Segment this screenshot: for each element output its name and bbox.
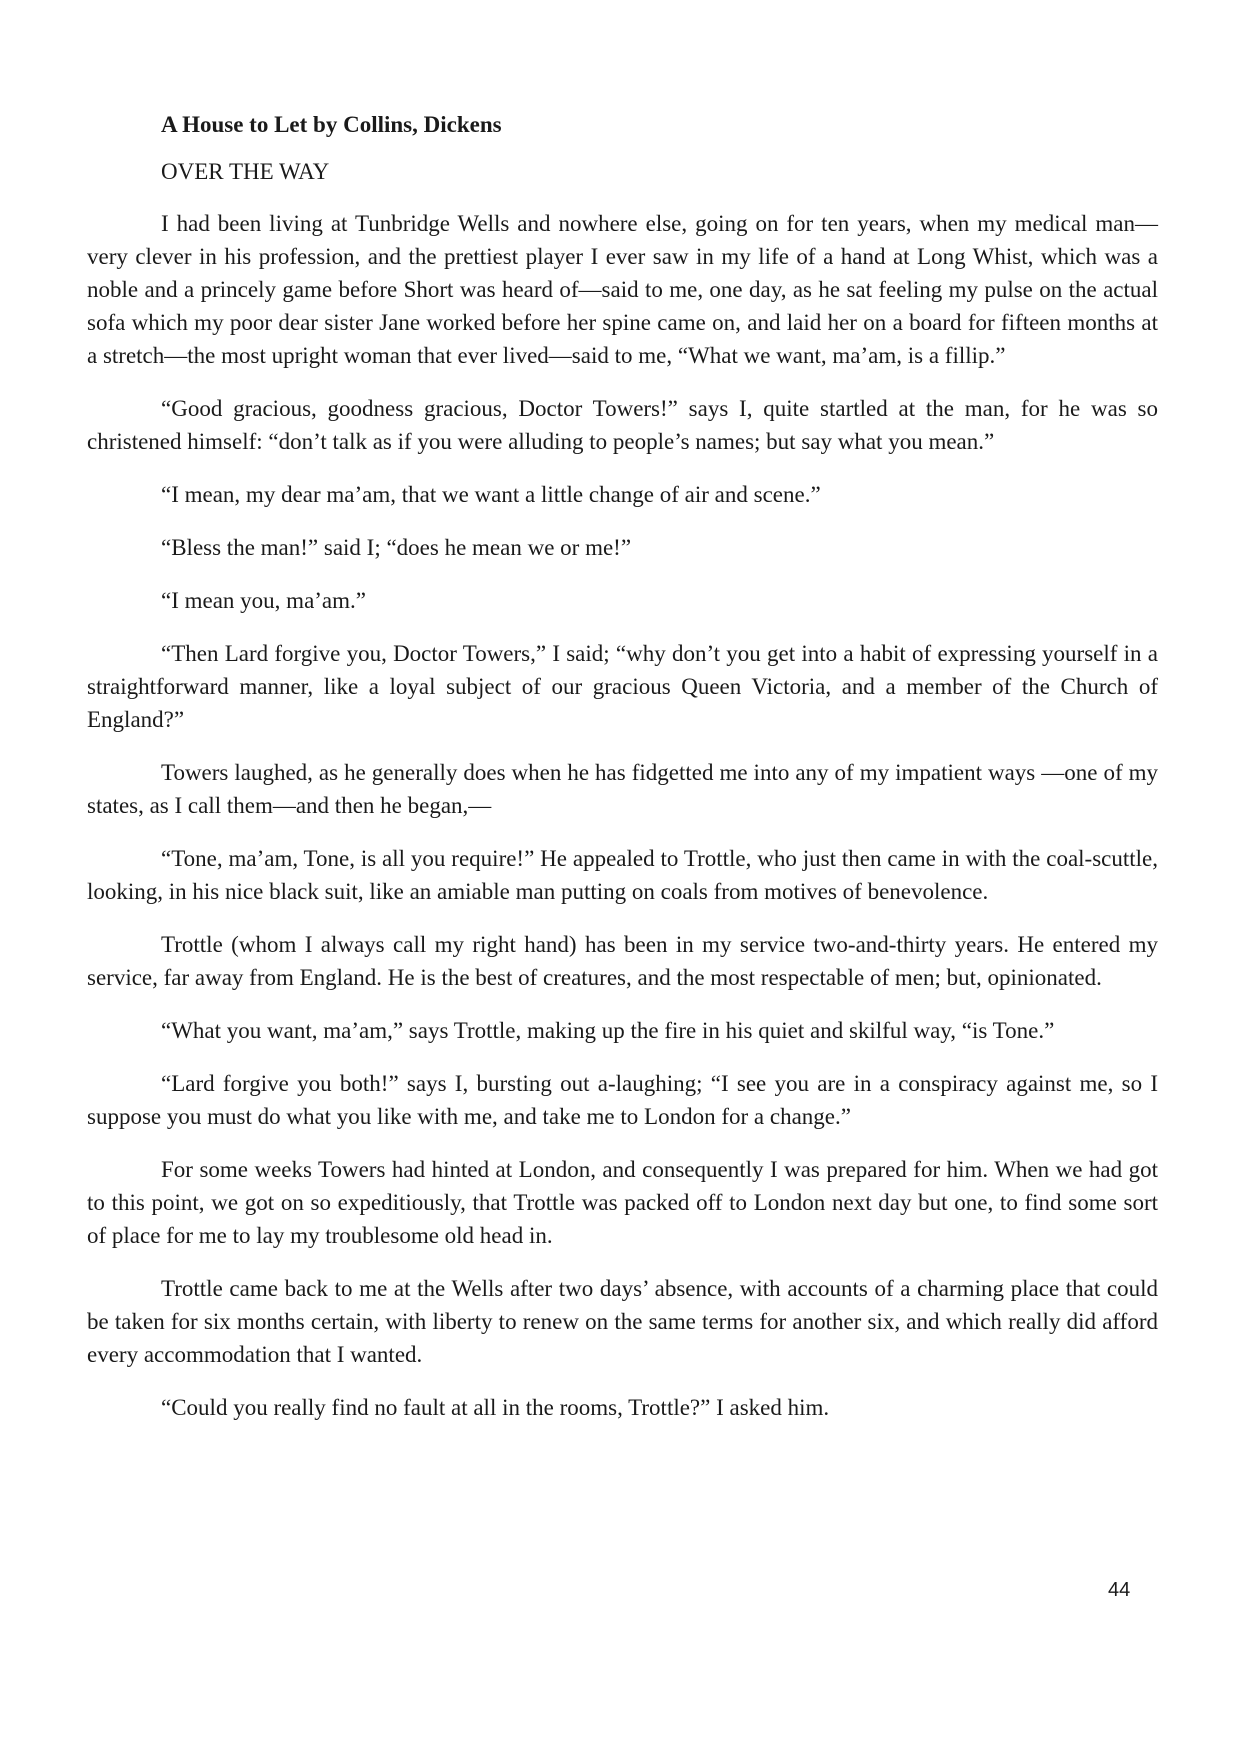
- paragraph: “What you want, ma’am,” says Trottle, making up the fire in his quiet and skilful way, “is Tone.”: [161, 1018, 1055, 1043]
- paragraph: I had been living at Tunbridge Wells and nowhere else, going on for ten years, when my medical man—very clever in his profession, and the prettiest player I ever saw in my life of a hand at Long Whist, which was a noble and a princely game before Short was heard of—said to me, one day, as he sat feeling my pulse on the actual sofa which my poor dear sister Jane worked before her spine came on, and laid her on a board for fifteen months at a stretch—the most upright woman that ever lived—said to me, “What we want, ma’am, is a fillip.”: [87, 211, 1158, 368]
- document-body: [87, 108, 1158, 1444]
- paragraph: “Could you really find no fault at all in the rooms, Trottle?” I asked him.: [161, 1395, 830, 1420]
- paragraph: “I mean, my dear ma’am, that we want a little change of air and scene.”: [161, 482, 821, 507]
- paragraph: “Tone, ma’am, Tone, is all you require!” He appealed to Trottle, who just then came in with the coal-scuttle, looking, in his nice black suit, like an amiable man putting on coals from motives of benevolence.: [87, 846, 1158, 904]
- paragraph: “Good gracious, goodness gracious, Doctor Towers!” says I, quite startled at the man, for he was so christened himself: “don’t talk as if you were alluding to people’s names; but say what you mean.”: [87, 396, 1158, 454]
- paragraph: “Then Lard forgive you, Doctor Towers,” I said; “why don’t you get into a habit of expressing yourself in a straightforward manner, like a loyal subject of our gracious Queen Victoria, and a member of the Church of England?”: [87, 641, 1158, 732]
- section-heading: OVER THE WAY: [161, 159, 330, 184]
- document-title: A House to Let by Collins, Dickens: [161, 112, 502, 137]
- paragraph: Towers laughed, as he generally does when he has fidgetted me into any of my impatient ways —one of my states, as I call them—and then he began,—: [87, 760, 1158, 818]
- paragraph: “Bless the man!” said I; “does he mean we or me!”: [161, 535, 632, 560]
- page-number: 44: [1108, 1579, 1131, 1601]
- paragraph: Trottle (whom I always call my right hand) has been in my service two-and-thirty years. He entered my service, far away from England. He is the best of creatures, and the most respectable of men; but, opinionated.: [87, 932, 1158, 990]
- paragraph: “I mean you, ma’am.”: [161, 588, 366, 613]
- paragraph: For some weeks Towers had hinted at London, and consequently I was prepared for him. When we had got to this point, we got on so expeditiously, that Trottle was packed off to London next day but one, to find some sort of place for me to lay my troublesome old head in.: [87, 1157, 1158, 1248]
- paragraph: “Lard forgive you both!” says I, bursting out a-laughing; “I see you are in a conspiracy against me, so I suppose you must do what you like with me, and take me to London for a change.”: [87, 1071, 1158, 1129]
- paragraph: Trottle came back to me at the Wells after two days’ absence, with accounts of a charming place that could be taken for six months certain, with liberty to renew on the same terms for another six, and which really did afford every accommodation that I wanted.: [87, 1276, 1158, 1367]
